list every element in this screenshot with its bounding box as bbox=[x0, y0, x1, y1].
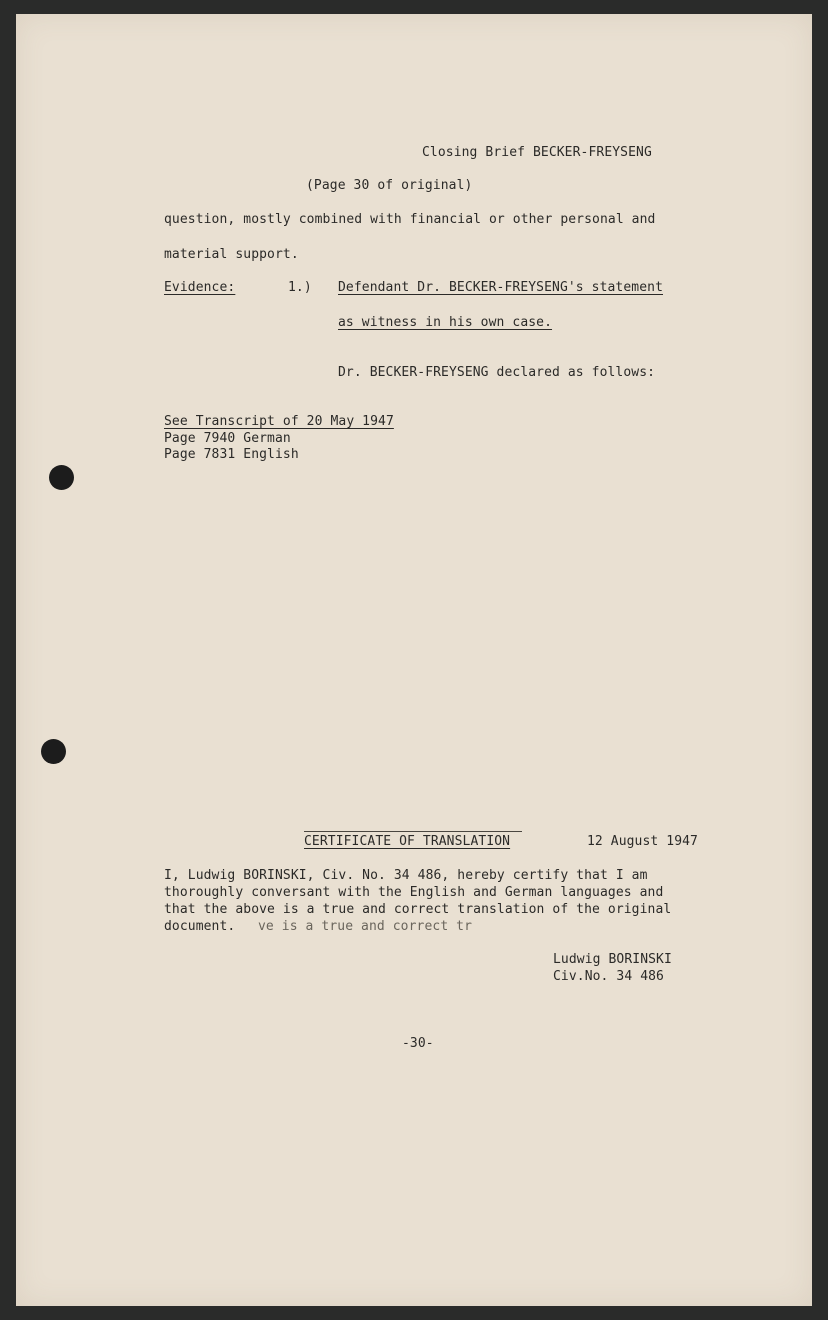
evidence-number: 1.) bbox=[288, 280, 312, 295]
punch-hole-lower bbox=[41, 739, 66, 764]
certificate-line-4: document. bbox=[164, 919, 236, 934]
certificate-overline bbox=[304, 831, 522, 832]
running-title: Closing Brief BECKER-FREYSENG bbox=[422, 145, 652, 160]
certificate-line-1: I, Ludwig BORINSKI, Civ. No. 34 486, hereby certify that I am bbox=[164, 868, 648, 883]
transcript-german-page: Page 7940 German bbox=[164, 431, 291, 446]
certificate-line-2: thoroughly conversant with the English and German languages and bbox=[164, 885, 664, 900]
evidence-label: Evidence: bbox=[164, 280, 236, 295]
body-line-1: question, mostly combined with financial or other personal and bbox=[164, 212, 656, 227]
page-reference: (Page 30 of original) bbox=[306, 178, 473, 193]
transcript-english-page: Page 7831 English bbox=[164, 447, 299, 462]
certificate-date: 12 August 1947 bbox=[587, 834, 698, 849]
evidence-item-line-1: Defendant Dr. BECKER-FREYSENG's statement bbox=[338, 280, 663, 295]
page-number: -30- bbox=[402, 1036, 434, 1051]
document-page bbox=[16, 14, 812, 1306]
certificate-line-3: that the above is a true and correct translation of the original bbox=[164, 902, 672, 917]
transcript-title: See Transcript of 20 May 1947 bbox=[164, 414, 394, 429]
body-line-2: material support. bbox=[164, 247, 299, 262]
certificate-faint-overtype: ve is a true and correct tr bbox=[258, 919, 473, 934]
certificate-heading: CERTIFICATE OF TRANSLATION bbox=[304, 834, 511, 849]
evidence-item-line-2: as witness in his own case. bbox=[338, 315, 553, 330]
signer-name: Ludwig BORINSKI bbox=[553, 952, 672, 967]
punch-hole-upper bbox=[49, 465, 74, 490]
signer-civ-number: Civ.No. 34 486 bbox=[553, 969, 664, 984]
declared-statement: Dr. BECKER-FREYSENG declared as follows: bbox=[338, 365, 656, 380]
